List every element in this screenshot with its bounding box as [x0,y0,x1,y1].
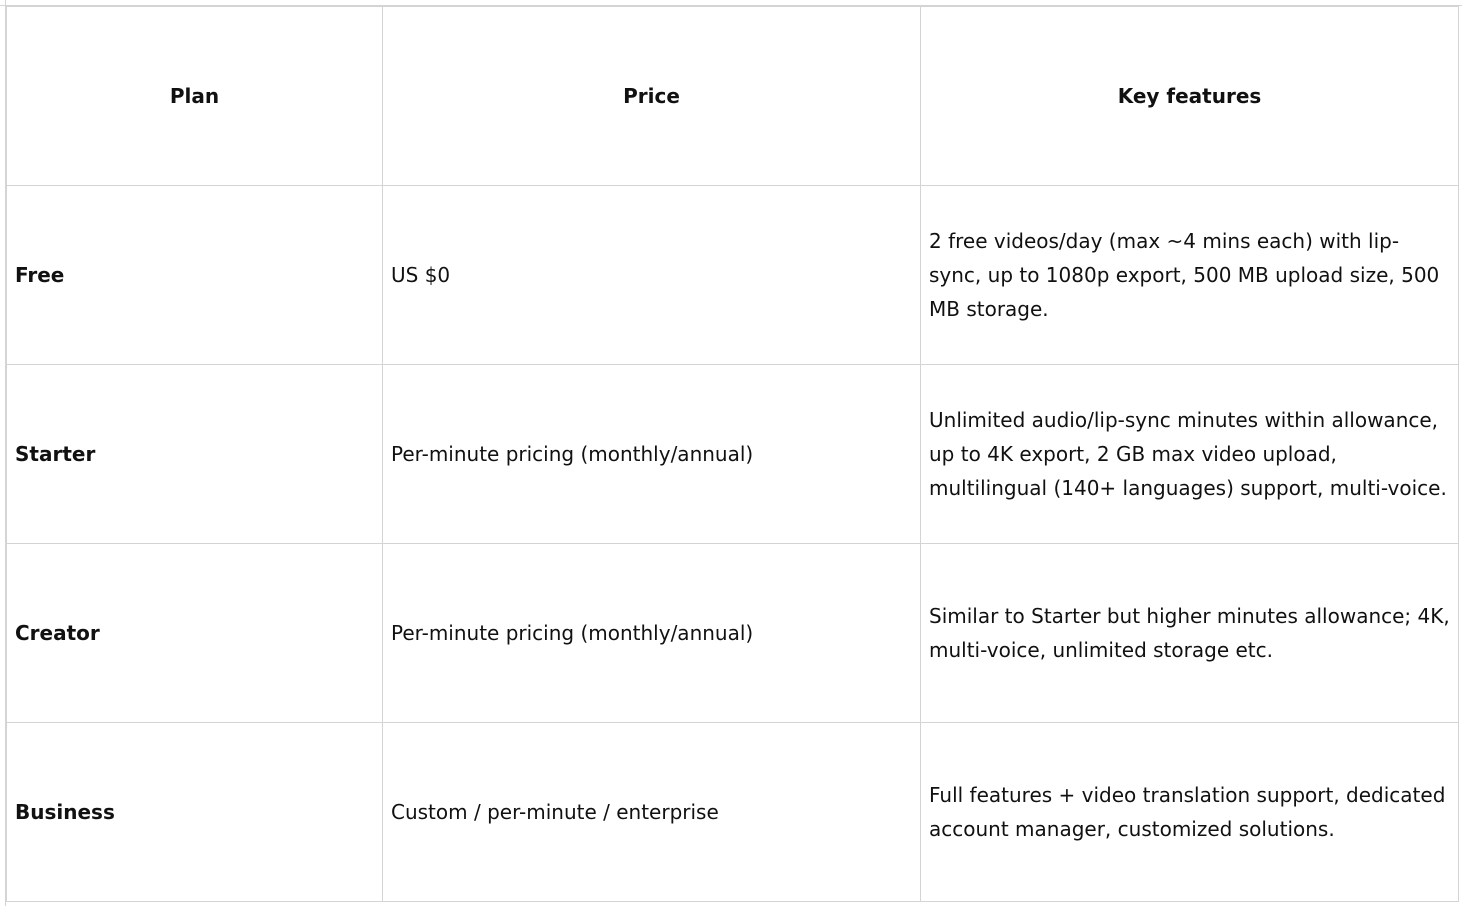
cell-features[interactable]: Full features + video translation support, dedicated account manager, customized solutions. [921,723,1459,902]
header-price[interactable]: Price [383,7,921,186]
table-row [7,365,1459,544]
cell-features[interactable]: 2 free videos/day (max ~4 mins each) with lip-sync, up to 1080p export, 500 MB upload size, 500 MB storage. [921,186,1459,365]
cell-price[interactable]: Per-minute pricing (monthly/annual) [383,544,921,723]
header-key-features[interactable]: Key features [921,7,1459,186]
cell-plan[interactable]: Starter [7,365,383,544]
header-row [7,7,1459,186]
cell-price[interactable]: Per-minute pricing (monthly/annual) [383,365,921,544]
pricing-table [6,6,1459,902]
cell-price[interactable]: Custom / per-minute / enterprise [383,723,921,902]
cell-features[interactable]: Unlimited audio/lip-sync minutes within allowance, up to 4K export, 2 GB max video upload, multilingual (140+ languages) support, multi-voice. [921,365,1459,544]
cell-plan[interactable]: Free [7,186,383,365]
cell-features[interactable]: Similar to Starter but higher minutes allowance; 4K, multi-voice, unlimited storage etc. [921,544,1459,723]
cell-plan[interactable]: Creator [7,544,383,723]
header-plan[interactable]: Plan [7,7,383,186]
table-row [7,186,1459,365]
cell-plan[interactable]: Business [7,723,383,902]
table-row [7,544,1459,723]
table-row [7,723,1459,902]
cell-price[interactable]: US $0 [383,186,921,365]
